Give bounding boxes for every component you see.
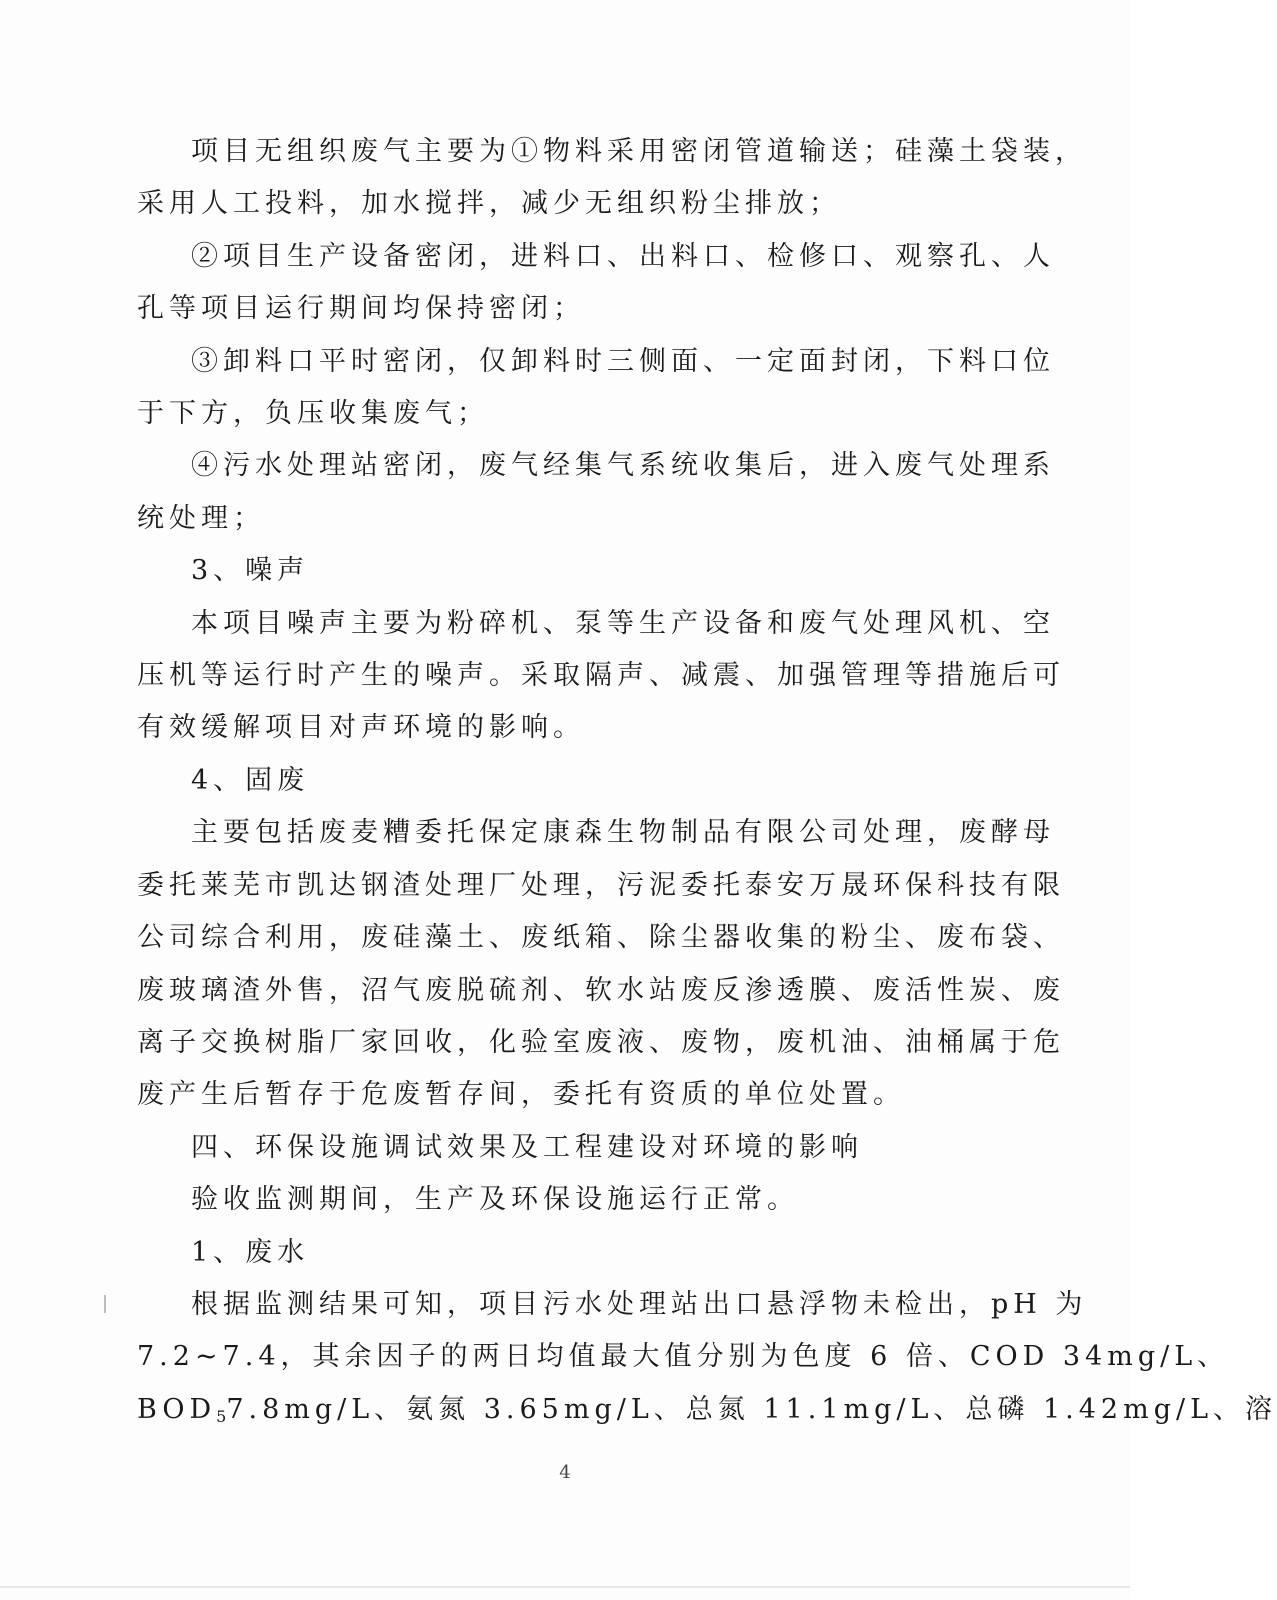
scan-edge-line (0, 1586, 1130, 1588)
text-line: 验收监测期间，生产及环保设施运行正常。 (191, 1184, 799, 1216)
text-line: 离子交换树脂厂家回收，化验室废液、废物，废机油、油桶属于危 (137, 1026, 1065, 1058)
text-line: ④污水处理站密闭，废气经集气系统收集后，进入废气处理系 (191, 450, 1055, 482)
text-line: 废玻璃渣外售，沼气废脱硫剂、软水站废反渗透膜、废活性炭、废 (137, 974, 1065, 1006)
section-heading: 四、环保设施调试效果及工程建设对环境的影响 (191, 1131, 863, 1163)
text-line: 废产生后暂存于危废暂存间，委托有资质的单位处置。 (137, 1079, 905, 1111)
text-line: 主要包括废麦糟委托保定康森生物制品有限公司处理，废酵母 (191, 817, 1055, 849)
heading-wastewater (137, 1227, 1007, 1279)
bod-label: BOD (137, 1393, 217, 1425)
text-line: 于下方，负压收集废气； (137, 398, 489, 430)
section-heading: 3、噪声 (191, 555, 310, 587)
text-line: 委托莱芜市凯达钢渣处理厂处理，污泥委托泰安万晟环保科技有限 (137, 869, 1065, 901)
paragraph-solid-waste (137, 807, 1065, 1121)
text-line: ③卸料口平时密闭，仅卸料时三侧面、一定面封闭，下料口位 (191, 345, 1055, 377)
paragraph-item-2 (137, 231, 1055, 336)
text-line: 孔等项目运行期间均保持密闭； (137, 293, 585, 325)
text-line (137, 1384, 1277, 1443)
paragraph-noise (137, 598, 1065, 755)
section-heading: 4、固废 (191, 764, 310, 796)
text-line: 统处理； (137, 502, 265, 534)
document-body (137, 126, 1277, 1443)
text-line: 压机等运行时产生的噪声。采取隔声、减震、加强管理等措施后可 (137, 660, 1065, 692)
bod-subscript: 5 (216, 1406, 227, 1426)
heading-section-4 (137, 1122, 1007, 1174)
paragraph-item-4 (137, 440, 1055, 545)
paragraph-fugitive-gas (137, 126, 1087, 231)
heading-noise (137, 545, 1007, 597)
text-line: 公司综合利用，废硅藻土、废纸箱、除尘器收集的粉尘、废布袋、 (137, 922, 1065, 954)
text-line: 本项目噪声主要为粉碎机、泵等生产设备和废气处理风机、空 (191, 607, 1055, 639)
text-line: 有效缓解项目对声环境的影响。 (137, 712, 585, 744)
text-line: 采用人工投料，加水搅拌，减少无组织粉尘排放； (137, 188, 841, 220)
text-line-rest: 7.8mg/L、氨氮 3.65mg/L、总氮 11.1mg/L、总磷 1.42mg/L、溶 (226, 1393, 1277, 1425)
scan-mark (104, 1295, 106, 1313)
text-line: 根据监测结果可知，项目污水处理站出口悬浮物未检出，pH 为 (191, 1288, 1088, 1320)
paragraph-item-3 (137, 336, 1055, 441)
heading-solid-waste (137, 755, 1007, 807)
paragraph-monitoring (137, 1174, 1007, 1226)
paragraph-wastewater (137, 1279, 1277, 1443)
page-number: 4 (559, 1462, 571, 1483)
section-heading: 1、废水 (191, 1236, 310, 1268)
text-line: 7.2~7.4，其余因子的两日均值最大值分别为色度 6 倍、COD 34mg/L、 (137, 1341, 1230, 1373)
text-line: 项目无组织废气主要为①物料采用密闭管道输送；硅藻土袋装， (191, 136, 1087, 167)
text-line: ②项目生产设备密闭，进料口、出料口、检修口、观察孔、人 (191, 240, 1055, 272)
